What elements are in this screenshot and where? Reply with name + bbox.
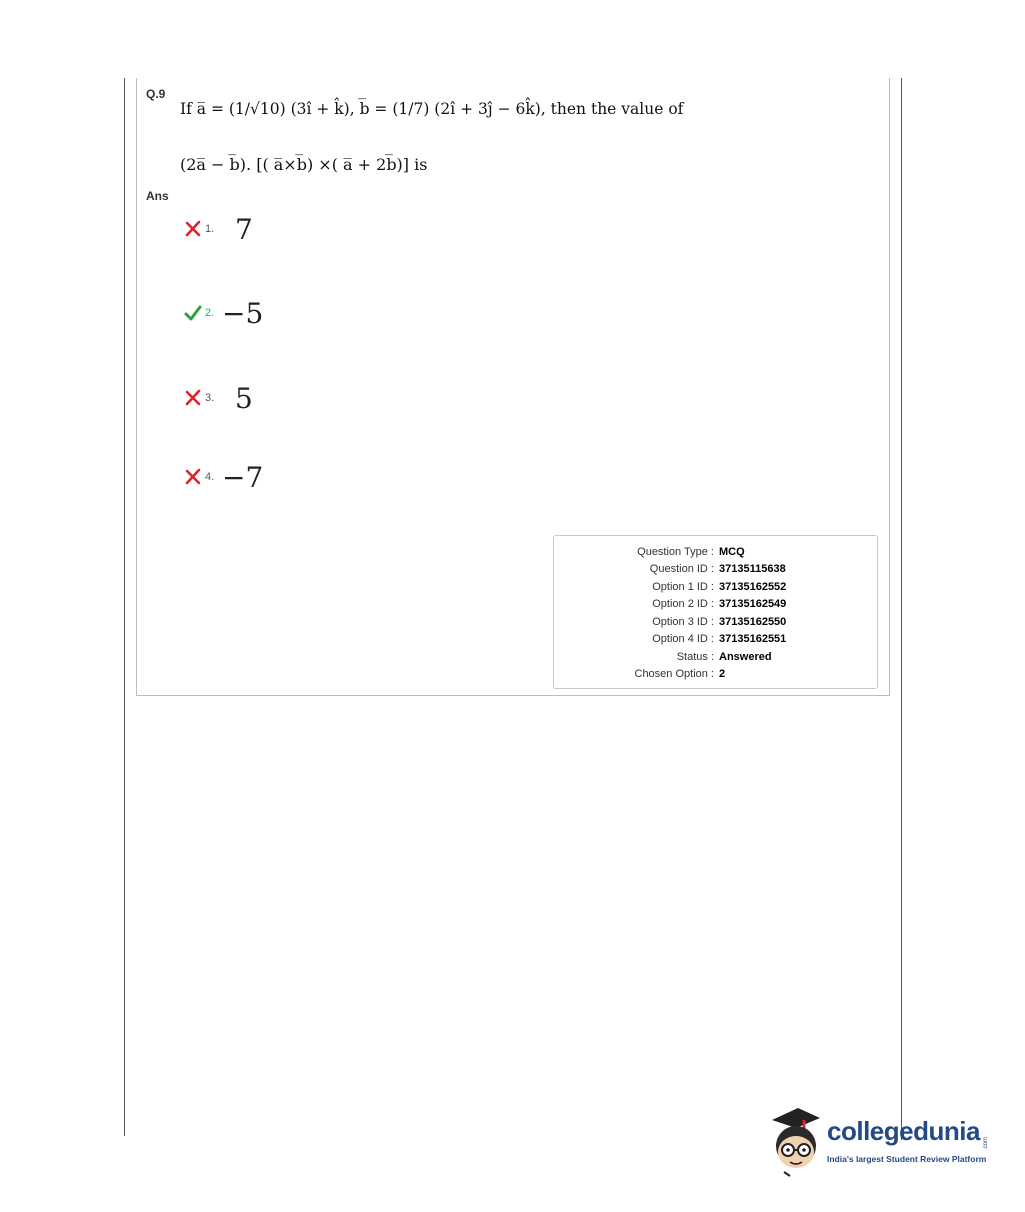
info-key: Status : xyxy=(676,651,714,663)
cross-icon xyxy=(184,468,202,486)
option-2-number: 2. xyxy=(205,307,215,319)
option-1-number: 1. xyxy=(205,223,215,235)
info-key: Option 2 ID : xyxy=(652,598,714,610)
cross-icon xyxy=(184,389,202,407)
question-text-line-2-content: (2a̅ − b̅). [( a̅×b̅) ×( a̅ + 2b̅)] is xyxy=(180,155,428,174)
question-text-line-1-content: If a̅ = (1/√10) (3î + k̂), b̅ = (1/7) (2î + 3ĵ − 6k̂), then the value of xyxy=(180,100,684,118)
info-key: Chosen Option : xyxy=(634,668,714,680)
option-4-value: −7 xyxy=(222,460,264,494)
option-1[interactable] xyxy=(184,212,253,246)
cross-icon xyxy=(184,220,202,238)
option-3[interactable] xyxy=(184,381,253,415)
info-key: Option 4 ID : xyxy=(652,633,714,645)
page-left-rule xyxy=(124,78,125,1136)
info-value: 37135162552 xyxy=(719,581,787,593)
question-number: Q.9 xyxy=(146,87,166,101)
info-key: Option 1 ID : xyxy=(652,581,714,593)
info-value: 37135162550 xyxy=(719,616,787,628)
info-value: 37135115638 xyxy=(719,563,786,575)
option-4[interactable] xyxy=(184,460,263,494)
option-1-value: 7 xyxy=(235,212,253,246)
brand-name: collegedunia xyxy=(827,1116,980,1146)
question-info-panel xyxy=(553,535,878,689)
page-right-rule xyxy=(901,78,902,1140)
info-value: 37135162551 xyxy=(719,633,787,645)
mascot-icon xyxy=(768,1104,824,1180)
option-2[interactable] xyxy=(184,296,263,330)
option-4-number: 4. xyxy=(205,471,215,483)
info-key: Question ID : xyxy=(649,563,714,575)
option-2-value: −5 xyxy=(222,296,264,330)
info-value: MCQ xyxy=(719,546,745,558)
option-3-number: 3. xyxy=(205,392,215,404)
check-icon xyxy=(184,304,202,322)
brand-suffix: .com xyxy=(983,1136,989,1150)
info-key: Option 3 ID : xyxy=(652,616,714,628)
info-value: 2 xyxy=(719,668,726,680)
brand-tagline: India's largest Student Review Platform xyxy=(827,1154,987,1164)
answer-label: Ans xyxy=(146,189,169,203)
info-value: 37135162549 xyxy=(719,598,787,610)
question-text-line-1 xyxy=(180,99,683,118)
question-text-line-2 xyxy=(180,155,427,174)
collegedunia-logo xyxy=(768,1104,998,1182)
option-3-value: 5 xyxy=(235,381,253,415)
info-key: Question Type : xyxy=(637,546,714,558)
info-value: Answered xyxy=(719,651,772,663)
